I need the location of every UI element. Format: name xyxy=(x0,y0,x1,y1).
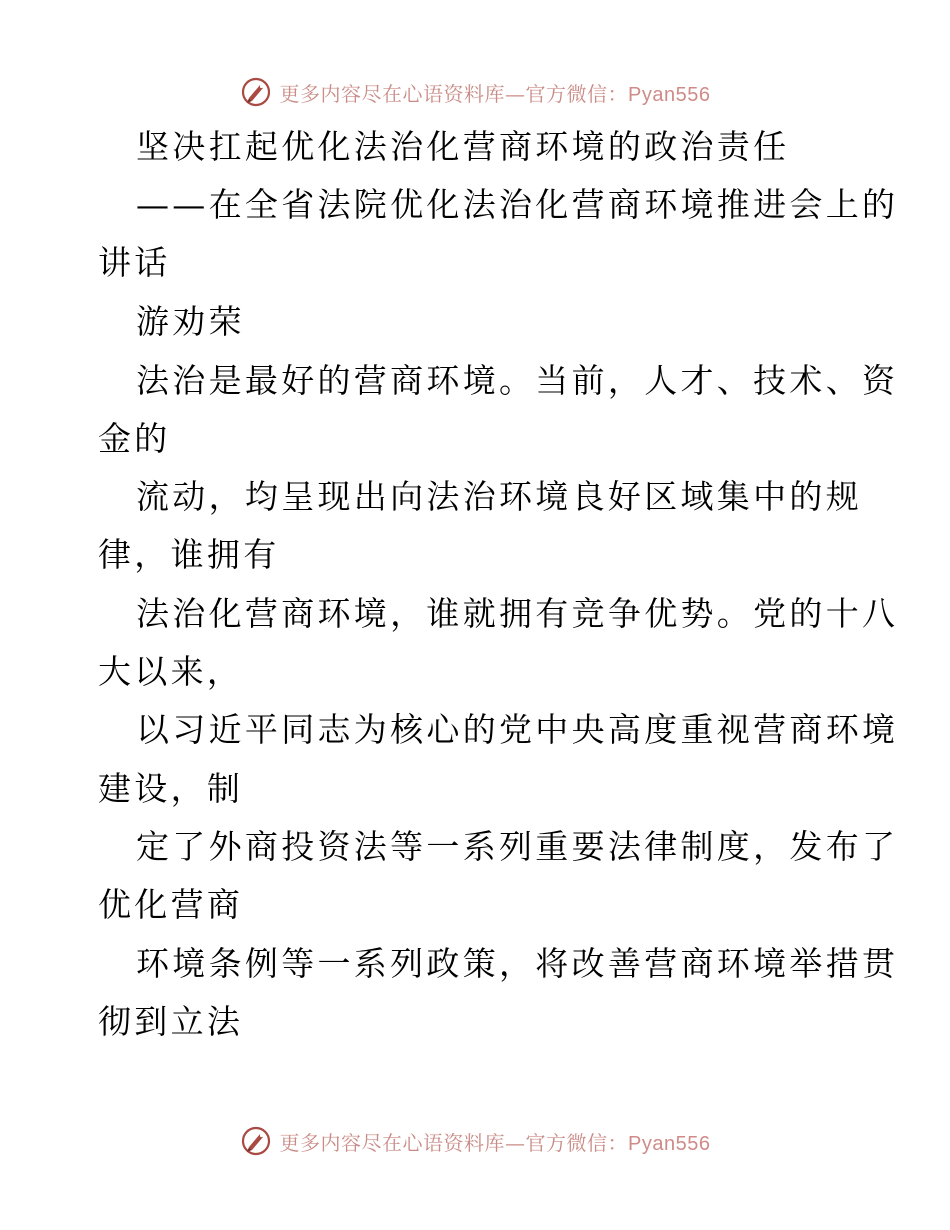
document-author: 游劝荣 xyxy=(136,302,245,341)
paragraph-line: 大以来， xyxy=(98,652,244,691)
paragraph-line: 法治化营商环境，谁就拥有竞争优势。党的十八 xyxy=(136,594,899,633)
header-wechat-handle: Pyan556 xyxy=(628,83,711,106)
paragraph-line: 彻到立法 xyxy=(98,1002,244,1041)
paragraph-line: 优化营商 xyxy=(98,885,244,924)
paragraph-line: 定了外商投资法等一系列重要法律制度，发布了 xyxy=(136,827,899,866)
document-title: 坚决扛起优化法治化营商环境的政治责任 xyxy=(136,127,790,166)
document-subtitle-line-1: ——在全省法院优化法治化营商环境推进会上的 xyxy=(136,185,899,224)
footer-watermark xyxy=(0,1121,950,1161)
paragraph-line: 法治是最好的营商环境。当前，人才、技术、资 xyxy=(136,361,899,400)
header-watermark-text: 更多内容尽在心语资料库—官方微信：Pyan556 xyxy=(279,81,711,106)
paragraph-line: 以习近平同志为核心的党中央高度重视营商环境 xyxy=(136,710,899,749)
paragraph-line: 建设，制 xyxy=(98,769,244,808)
paragraph-line: 律，谁拥有 xyxy=(98,535,280,574)
pen-seal-logo-icon xyxy=(240,1125,272,1157)
footer-watermark-text: 更多内容尽在心语资料库—官方微信：Pyan556 xyxy=(279,1130,711,1155)
document-subtitle-line-2: 讲话 xyxy=(98,243,171,282)
footer-wechat-handle: Pyan556 xyxy=(628,1132,711,1155)
paragraph-line: 流动，均呈现出向法治环境良好区域集中的规 xyxy=(136,477,862,516)
paragraph-line: 金的 xyxy=(98,419,171,458)
paragraph-line: 环境条例等一系列政策，将改善营商环境举措贯 xyxy=(136,944,899,983)
